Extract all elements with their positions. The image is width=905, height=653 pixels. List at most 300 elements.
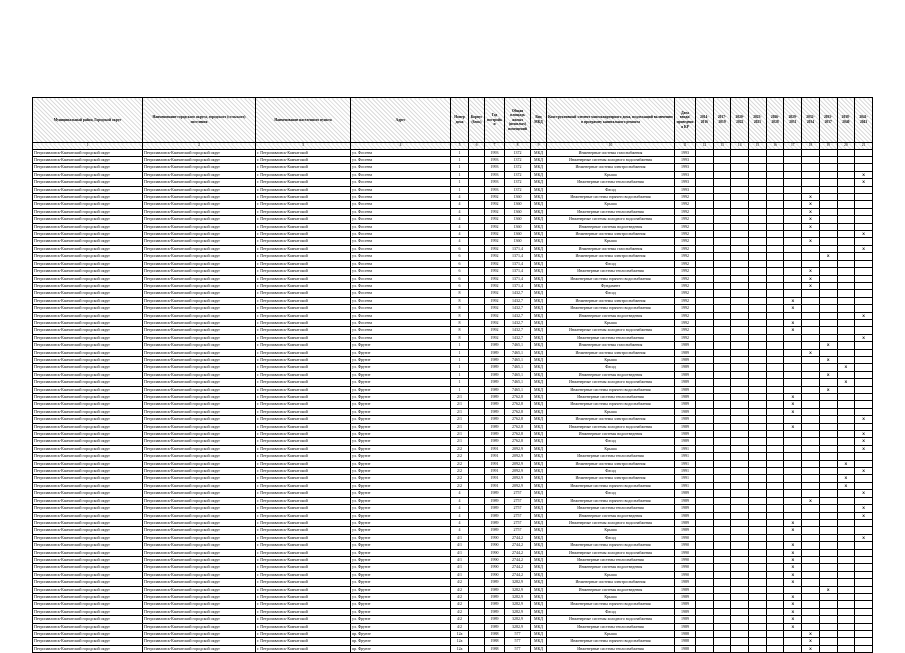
area-cell: 7465,1 [505,342,531,349]
period-cell: X [784,394,802,401]
table-row [33,416,873,423]
address-cell: ул. Фрунзе [351,497,451,504]
period-cell [713,208,731,215]
period-cell [802,386,820,393]
period-cell [713,497,731,504]
building-type-cell: МКД [531,371,547,378]
house-number-cell: 2/1 [451,394,469,401]
district-cell: Петропавловск-Камчатский городской округ [33,416,143,423]
period-cell [819,305,837,312]
period-cell [766,394,784,401]
repair-date-cell: 1989 [675,408,696,415]
settlement-cell: Петропавловск-Камчатский городской округ [143,519,256,526]
area-cell: 2744,2 [505,534,531,541]
house-number-cell: 6 [451,260,469,267]
locality-cell: г. Петропавловск-Камчатский [256,164,351,171]
table-row [33,608,873,615]
table-row [33,645,873,652]
block-cell [469,334,485,341]
period-cell [837,608,855,615]
period-cell [713,356,731,363]
address-cell: ул. Фрунзе [351,542,451,549]
building-type-cell: МКД [531,201,547,208]
table-row [33,179,873,186]
period-cell [731,305,749,312]
block-cell [469,342,485,349]
block-cell [469,201,485,208]
element-cell: Инженерные системы холодного водоснабжения [547,519,675,526]
period-cell [819,223,837,230]
period-cell [766,327,784,334]
period-cell [766,342,784,349]
repair-date-cell: 1992 [675,312,696,319]
period-cell [855,453,873,460]
period-cell [713,505,731,512]
district-cell: Петропавловск-Камчатский городской округ [33,149,143,156]
district-cell: Петропавловск-Камчатский городской округ [33,475,143,482]
build-year-cell: 1989 [485,423,505,430]
period-cell [766,312,784,319]
table-row [33,386,873,393]
period-cell [837,631,855,638]
repair-date-cell: 1989 [675,416,696,423]
period-cell [784,290,802,297]
period-cell [713,327,731,334]
period-cell [713,445,731,452]
area-cell: 2092,9 [505,475,531,482]
house-number-cell: 2/2 [451,460,469,467]
period-cell [855,549,873,556]
table-row [33,512,873,519]
period-cell [802,149,820,156]
column-number: 9 [531,143,547,150]
period-cell [713,616,731,623]
building-type-cell: МКД [531,601,547,608]
block-cell [469,268,485,275]
period-cell [855,342,873,349]
column-header: 2029-2031 [784,98,802,143]
repair-schedule-table [32,97,873,653]
period-cell [713,408,731,415]
build-year-cell: 1991 [485,460,505,467]
area-cell: 3282,9 [505,586,531,593]
area-cell: 2757 [505,497,531,504]
column-number: 2 [143,143,256,150]
district-cell: Петропавловск-Камчатский городской округ [33,423,143,430]
element-cell: Крыша [547,571,675,578]
block-cell [469,431,485,438]
repair-date-cell: 1992 [675,305,696,312]
element-cell: Инженерные системы электроснабжения [547,475,675,482]
period-cell [784,268,802,275]
period-cell [766,460,784,467]
repair-date-cell: 1993 [675,179,696,186]
district-cell: Петропавловск-Камчатский городской округ [33,453,143,460]
element-cell: Фасад [547,608,675,615]
period-cell [696,490,714,497]
settlement-cell: Петропавловск-Камчатский городской округ [143,431,256,438]
block-cell [469,579,485,586]
area-cell: 3282,9 [505,593,531,600]
element-cell: Крыша [547,319,675,326]
period-cell [837,342,855,349]
period-cell [713,349,731,356]
building-type-cell: МКД [531,171,547,178]
building-type-cell: МКД [531,260,547,267]
period-cell [855,282,873,289]
building-type-cell: МКД [531,519,547,526]
block-cell [469,238,485,245]
element-cell: Инженерные системы электроснабжения [547,349,675,356]
address-cell: пр. Фрунзе [351,638,451,645]
period-cell [749,438,767,445]
repair-date-cell: 1989 [675,431,696,438]
settlement-cell: Петропавловск-Камчатский городской округ [143,179,256,186]
area-cell: 2762,8 [505,416,531,423]
period-cell [819,468,837,475]
address-cell: ул. Фрунзе [351,564,451,571]
settlement-cell: Петропавловск-Камчатский городской округ [143,593,256,600]
area-cell: 3282,9 [505,579,531,586]
period-cell [802,512,820,519]
settlement-cell: Петропавловск-Камчатский городской округ [143,401,256,408]
block-cell [469,623,485,630]
house-number-cell: 2/2 [451,453,469,460]
period-cell [819,608,837,615]
period-cell [749,179,767,186]
period-cell [713,312,731,319]
locality-cell: г. Петропавловск-Камчатский [256,238,351,245]
period-cell [837,623,855,630]
period-cell [749,482,767,489]
house-number-cell: 4/1 [451,564,469,571]
address-cell: ул. Фосгена [351,319,451,326]
element-cell: Инженерные системы электроснабжения [547,231,675,238]
block-cell [469,164,485,171]
period-cell [731,238,749,245]
table-row [33,401,873,408]
building-type-cell: МКД [531,564,547,571]
period-cell [731,556,749,563]
build-year-cell: 1989 [485,371,505,378]
period-cell [837,490,855,497]
repair-date-cell: 1989 [675,512,696,519]
period-cell [696,149,714,156]
period-cell [802,534,820,541]
locality-cell: г. Петропавловск-Камчатский [256,468,351,475]
period-cell [802,519,820,526]
period-cell [837,445,855,452]
district-cell: Петропавловск-Камчатский городской округ [33,327,143,334]
period-cell [696,275,714,282]
building-type-cell: МКД [531,186,547,193]
repair-date-cell: 1992 [675,334,696,341]
area-cell: 577 [505,638,531,645]
column-number: 5 [451,143,469,150]
period-cell [766,534,784,541]
period-cell [713,223,731,230]
table-row [33,334,873,341]
address-cell: пр. Фрунзе [351,645,451,652]
period-cell: X [855,512,873,519]
period-cell [696,542,714,549]
column-header: 2041-2043 [855,98,873,143]
period-cell [731,245,749,252]
period-cell [713,453,731,460]
repair-date-cell: 1992 [675,319,696,326]
locality-cell: г. Петропавловск-Камчатский [256,342,351,349]
district-cell: Петропавловск-Камчатский городской округ [33,186,143,193]
period-cell [837,408,855,415]
address-cell: ул. Фрунзе [351,371,451,378]
period-cell [802,623,820,630]
period-cell [696,342,714,349]
area-cell: 1360 [505,223,531,230]
period-cell [802,586,820,593]
period-cell: X [802,208,820,215]
table-row [33,238,873,245]
locality-cell: г. Петропавловск-Камчатский [256,290,351,297]
element-cell: Инженерные системы газоснабжения [547,149,675,156]
building-type-cell: МКД [531,157,547,164]
period-cell [819,394,837,401]
period-cell [731,149,749,156]
period-cell: X [784,527,802,534]
period-cell [784,468,802,475]
element-cell: Инженерные системы холодного водоснабжения [547,157,675,164]
period-cell [696,364,714,371]
build-year-cell: 1992 [485,319,505,326]
period-cell [696,216,714,223]
area-cell: 577 [505,645,531,652]
repair-date-cell: 1989 [675,579,696,586]
area-cell: 2762,8 [505,438,531,445]
period-cell [713,490,731,497]
period-cell [855,371,873,378]
block-cell [469,534,485,541]
settlement-cell: Петропавловск-Камчатский городской округ [143,579,256,586]
period-cell [855,408,873,415]
element-cell: Инженерные системы электроснабжения [547,579,675,586]
element-cell: Инженерные системы водоотведения [547,371,675,378]
period-cell [713,438,731,445]
period-cell [731,534,749,541]
district-cell: Петропавловск-Камчатский городской округ [33,616,143,623]
locality-cell: г. Петропавловск-Камчатский [256,571,351,578]
repair-date-cell: 1992 [675,216,696,223]
period-cell [696,601,714,608]
period-cell [749,268,767,275]
address-cell: ул. Фрунзе [351,579,451,586]
period-cell [855,593,873,600]
period-cell [766,379,784,386]
period-cell [696,312,714,319]
period-cell [855,460,873,467]
period-cell: X [802,238,820,245]
period-cell [731,482,749,489]
block-cell [469,616,485,623]
repair-date-cell: 1992 [675,231,696,238]
period-cell [766,408,784,415]
locality-cell: г. Петропавловск-Камчатский [256,534,351,541]
period-cell [784,453,802,460]
settlement-cell: Петропавловск-Камчатский городской округ [143,356,256,363]
period-cell [837,275,855,282]
period-cell [713,423,731,430]
area-cell: 1432,7 [505,305,531,312]
period-cell [802,468,820,475]
period-cell [766,608,784,615]
period-cell [766,445,784,452]
settlement-cell: Петропавловск-Камчатский городской округ [143,527,256,534]
period-cell [731,423,749,430]
period-cell [713,556,731,563]
period-cell [802,371,820,378]
block-cell [469,460,485,467]
block-cell [469,260,485,267]
block-cell [469,549,485,556]
building-type-cell: МКД [531,586,547,593]
table-row [33,482,873,489]
building-type-cell: МКД [531,208,547,215]
period-cell [749,245,767,252]
period-cell: X [855,534,873,541]
block-cell [469,542,485,549]
area-cell: 1432,7 [505,290,531,297]
period-cell: X [802,645,820,652]
locality-cell: г. Петропавловск-Камчатский [256,386,351,393]
period-cell [819,194,837,201]
period-cell [731,638,749,645]
column-number: 17 [784,143,802,150]
building-type-cell: МКД [531,223,547,230]
building-type-cell: МКД [531,297,547,304]
period-cell [855,608,873,615]
house-number-cell: 2/2 [451,475,469,482]
block-cell [469,290,485,297]
period-cell [837,208,855,215]
build-year-cell: 1989 [485,608,505,615]
building-type-cell: МКД [531,482,547,489]
table-row [33,460,873,467]
period-cell [696,482,714,489]
building-type-cell: МКД [531,631,547,638]
house-number-cell: 1 [451,157,469,164]
build-year-cell: 1989 [485,401,505,408]
period-cell [837,468,855,475]
block-cell [469,179,485,186]
building-type-cell: МКД [531,386,547,393]
period-cell [766,631,784,638]
build-year-cell: 1990 [485,542,505,549]
block-cell [469,608,485,615]
element-cell: Инженерные системы теплоснабжения [547,453,675,460]
period-cell [713,527,731,534]
element-cell: Инженерные системы теплоснабжения [547,394,675,401]
house-number-cell: 4/1 [451,549,469,556]
district-cell: Петропавловск-Камчатский городской округ [33,290,143,297]
period-cell [731,171,749,178]
building-type-cell: МКД [531,216,547,223]
period-cell [784,505,802,512]
period-cell [766,616,784,623]
period-cell [766,319,784,326]
period-cell [766,497,784,504]
address-cell: ул. Фрунзе [351,601,451,608]
period-cell [731,519,749,526]
period-cell [749,453,767,460]
locality-cell: г. Петропавловск-Камчатский [256,349,351,356]
district-cell: Петропавловск-Камчатский городской округ [33,593,143,600]
settlement-cell: Петропавловск-Камчатский городской округ [143,460,256,467]
address-cell: ул. Фрунзе [351,423,451,430]
building-type-cell: МКД [531,327,547,334]
period-cell [731,505,749,512]
period-cell [819,638,837,645]
period-cell [749,505,767,512]
district-cell: Петропавловск-Камчатский городской округ [33,527,143,534]
period-cell: X [819,342,837,349]
period-cell [855,164,873,171]
period-cell [731,356,749,363]
block-cell [469,379,485,386]
address-cell: ул. Фрунзе [351,445,451,452]
period-cell [749,171,767,178]
period-cell [766,149,784,156]
period-cell [766,268,784,275]
district-cell: Петропавловск-Камчатский городской округ [33,401,143,408]
period-cell [837,164,855,171]
build-year-cell: 1989 [485,519,505,526]
period-cell [749,593,767,600]
district-cell: Петропавловск-Камчатский городской округ [33,505,143,512]
period-cell [749,305,767,312]
table-row [33,394,873,401]
period-cell [713,475,731,482]
district-cell: Петропавловск-Камчатский городской округ [33,275,143,282]
area-cell: 1371,4 [505,253,531,260]
period-cell [731,497,749,504]
table-row [33,268,873,275]
period-cell [749,201,767,208]
period-cell [837,231,855,238]
period-cell [766,542,784,549]
period-cell [837,186,855,193]
period-cell [749,275,767,282]
district-cell: Петропавловск-Камчатский городской округ [33,238,143,245]
district-cell: Петропавловск-Камчатский городской округ [33,319,143,326]
period-cell [749,408,767,415]
address-cell: ул. Фосгена [351,312,451,319]
element-cell: Фасад [547,290,675,297]
repair-date-cell: 1992 [675,223,696,230]
period-cell [766,386,784,393]
table-row [33,542,873,549]
block-cell [469,519,485,526]
block-cell [469,149,485,156]
period-cell [713,386,731,393]
period-cell [749,327,767,334]
house-number-cell: 8 [451,327,469,334]
locality-cell: г. Петропавловск-Камчатский [256,556,351,563]
period-cell [802,356,820,363]
locality-cell: г. Петропавловск-Камчатский [256,505,351,512]
building-type-cell: МКД [531,571,547,578]
period-cell [713,579,731,586]
locality-cell: г. Петропавловск-Камчатский [256,149,351,156]
period-cell [731,268,749,275]
district-cell: Петропавловск-Камчатский городской округ [33,460,143,467]
